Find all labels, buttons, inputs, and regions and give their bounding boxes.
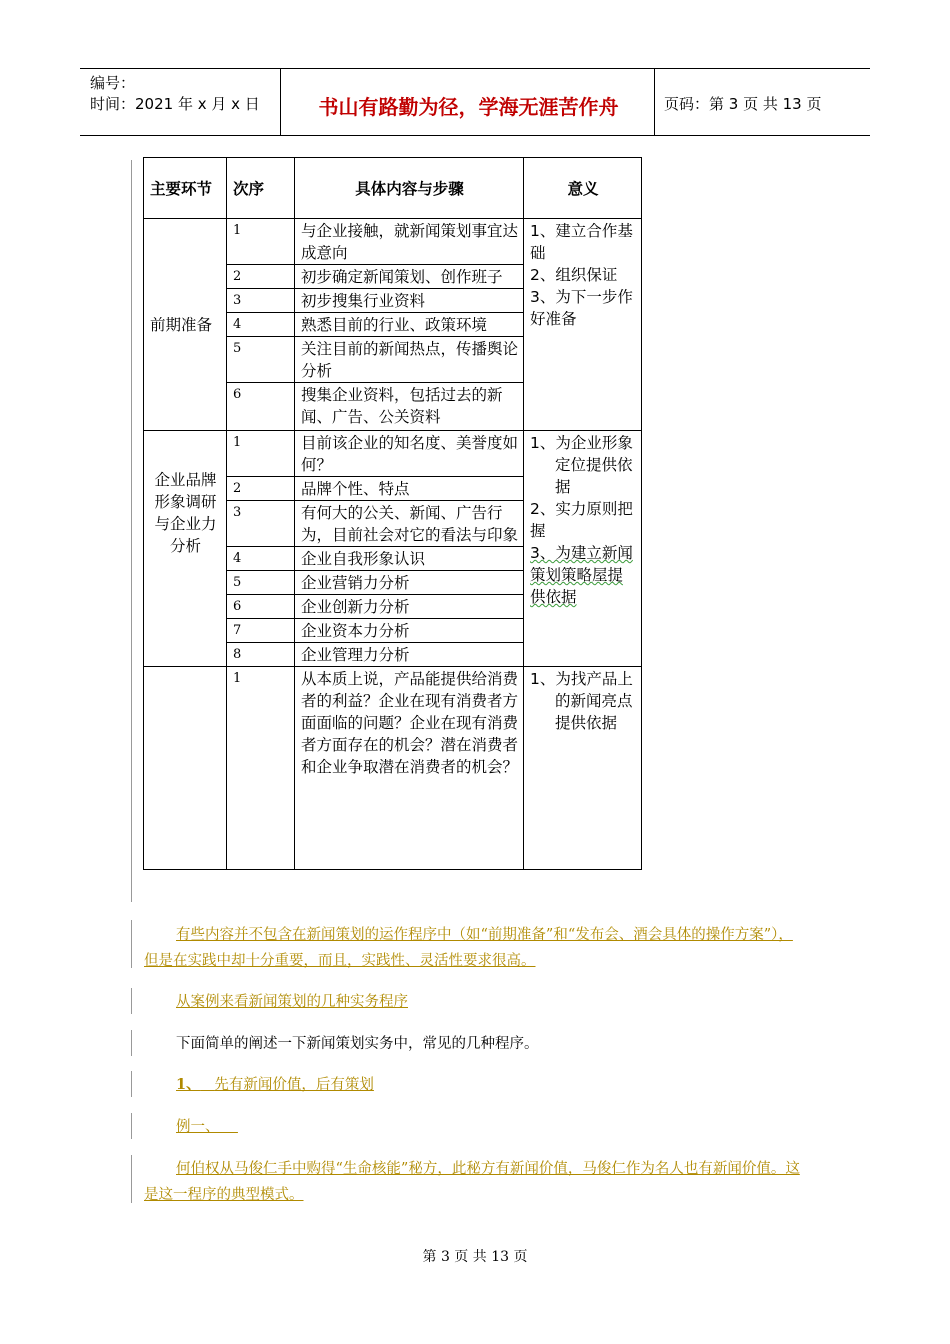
meaning-item: 2、实力原则把握: [530, 500, 633, 540]
change-bar: [131, 1155, 132, 1203]
step-content: 初步搜集行业资料: [295, 289, 524, 313]
header-divider: [654, 69, 655, 135]
meaning-item: 3、为下一步作好准备: [530, 288, 633, 328]
paragraph: [144, 989, 408, 1015]
step-content: 搜集企业资料，包括过去的新闻、广告、公关资料: [295, 383, 524, 431]
header-meta: [90, 73, 260, 115]
step-content: 初步确定新闻策划、创作班子: [295, 265, 524, 289]
paragraph-text: 下面简单的阐述一下新闻策划实务中，常见的几种程序。: [176, 1036, 539, 1052]
change-bar: [131, 988, 132, 1014]
section-name: [144, 667, 227, 870]
step-content: 企业管理力分析: [295, 643, 524, 667]
change-bar: [131, 920, 132, 968]
step-number: 6: [227, 595, 295, 619]
step-number: 1: [227, 219, 295, 265]
paragraph: [144, 1031, 539, 1057]
section-name: 前期准备: [144, 219, 227, 431]
section-meaning: [524, 667, 642, 870]
table-row: [144, 667, 642, 870]
change-bar: [131, 1071, 132, 1097]
step-number: 4: [227, 547, 295, 571]
step-number: 1: [227, 667, 295, 870]
step-content: 企业营销力分析: [295, 571, 524, 595]
procedure-table: [143, 157, 642, 870]
header-motto: 书山有路勤为径，学海无涯苦作舟: [318, 95, 619, 119]
step-number: 2: [227, 477, 295, 501]
step-number: 7: [227, 619, 295, 643]
meaning-item: 3、为建立新闻策划策略屋提供依据: [530, 544, 633, 606]
change-bar: [131, 1030, 132, 1056]
paragraph-text: 从案例来看新闻策划的几种实务程序: [176, 994, 408, 1010]
table-row: [144, 219, 642, 265]
step-number: 4: [227, 313, 295, 337]
meaning-item: 1、为企业形象定位提供依据: [530, 434, 633, 496]
paragraph-text: 有些内容并不包含在新闻策划的运作程序中（如“前期准备”和“发布会、酒会具体的操作方案”），但是在实践中却十分重要，而且，实践性、灵活性要求很高。: [144, 927, 793, 969]
meaning-item: 2、组织保证: [530, 266, 618, 284]
step-number: 6: [227, 383, 295, 431]
meaning-item: 1、为找产品上的新闻亮点提供依据: [530, 670, 633, 732]
paragraph: [144, 1156, 804, 1208]
paragraph-text: 先有新闻价值，后有策划: [214, 1077, 374, 1093]
step-number: 8: [227, 643, 295, 667]
step-content: 企业自我形象认识: [295, 547, 524, 571]
step-number: 2: [227, 265, 295, 289]
step-number: 3: [227, 501, 295, 547]
time-label: 时间：2021 年 x 月 x 日: [90, 95, 260, 113]
step-content: 与企业接触，就新闻策划事宜达成意向: [295, 219, 524, 265]
paragraph: [144, 922, 804, 974]
step-number: 3: [227, 289, 295, 313]
header-page-info: 页码：第 3 页 共 13 页: [664, 95, 822, 113]
step-content: 关注目前的新闻热点，传播舆论分析: [295, 337, 524, 383]
section-meaning: [524, 431, 642, 667]
page-header: [80, 68, 870, 136]
header-cell: 具体内容与步骤: [295, 158, 524, 219]
step-content: 有何大的公关、新闻、广告行为，目前社会对它的看法与印象: [295, 501, 524, 547]
header-cell: 意义: [524, 158, 642, 219]
change-bar: [131, 160, 132, 902]
paragraph-text: 例一、: [176, 1119, 220, 1135]
paragraph: [144, 1114, 238, 1140]
meaning-item: 1、建立合作基础: [530, 222, 633, 262]
section-meaning: [524, 219, 642, 431]
page-footer: 第 3 页 共 13 页: [422, 1249, 528, 1265]
paragraph-text: 何伯权从马俊仁手中购得“生命核能”秘方，此秘方有新闻价值，马俊仁作为名人也有新闻价值。这是这一程序的典型模式。: [144, 1161, 800, 1203]
step-content: 目前该企业的知名度、美誉度如何？: [295, 431, 524, 477]
header-cell: 主要环节: [144, 158, 227, 219]
step-number: 5: [227, 337, 295, 383]
section-name: 企业品牌形象调研与企业力分析: [144, 431, 227, 667]
number-label: 编号：: [90, 74, 136, 92]
header-cell: 次序: [227, 158, 295, 219]
step-content: 品牌个性、特点: [295, 477, 524, 501]
step-number: 1: [227, 431, 295, 477]
step-content: 从本质上说，产品能提供给消费者的利益？企业在现有消费者方面面临的问题？企业在现有消费者方面存在的机会？潜在消费者和企业争取潜在消费者的机会？: [295, 667, 524, 870]
table-row: [144, 431, 642, 477]
table-header-row: [144, 158, 642, 219]
list-number: 1、: [176, 1076, 201, 1093]
change-bar: [131, 1113, 132, 1139]
step-content: 熟悉目前的行业、政策环境: [295, 313, 524, 337]
header-divider: [280, 69, 281, 135]
paragraph: [144, 1072, 374, 1098]
step-number: 5: [227, 571, 295, 595]
step-content: 企业创新力分析: [295, 595, 524, 619]
step-content: 企业资本力分析: [295, 619, 524, 643]
